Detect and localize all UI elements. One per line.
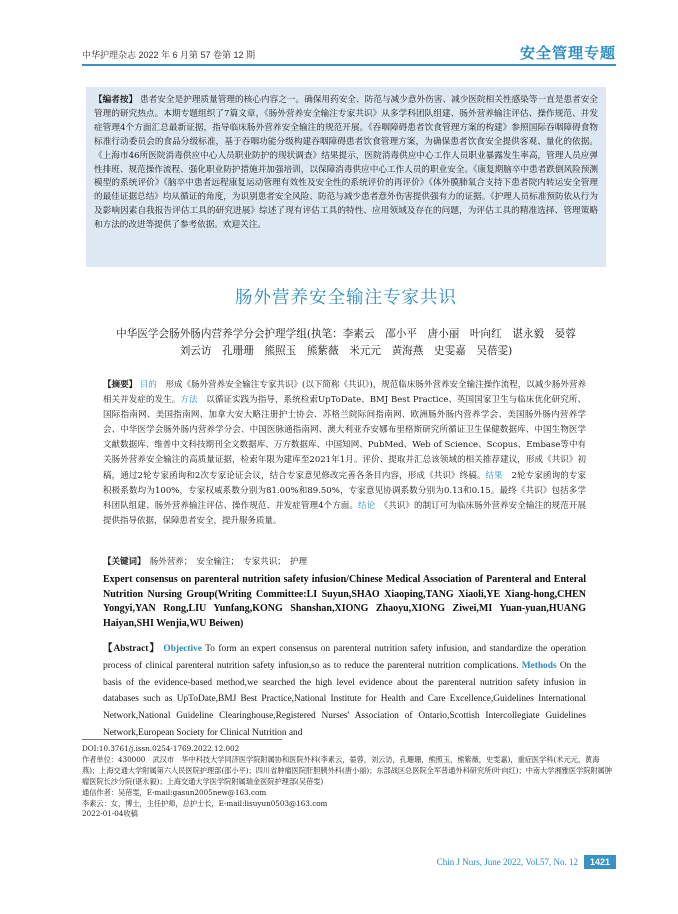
methods-label: 方法 xyxy=(180,395,198,406)
author-line: 刘云访 孔珊珊 熊照玉 熊紫薇 米元元 黄海燕 史雯嘉 吴蓓雯) xyxy=(179,345,513,357)
conclusion-label: 结论 xyxy=(358,500,376,511)
corresponding-author: 通信作者：吴蓓雯，E-mail:gasun2005new@163.com xyxy=(82,787,267,797)
keywords xyxy=(103,555,586,567)
article-title: 肠外营养安全输注专家共识 xyxy=(235,288,457,308)
keywords-label: 【关键词】 xyxy=(103,557,142,567)
first-author-info: 李素云：女，博士，主任护师，总护士长，E-mail:lisuyun0503@163.com xyxy=(82,798,328,808)
english-methods-text: On the basis of the evidence-based method,we searched the high level evidence about the parenteral nutrition safety infusion in databases such as UpToDate,BMJ Best Practice,National Institute for Health and Care Excellence,Guidelines International Network,National Guideline Clearinghouse,Registered Nurses' Association of Ontario,Scottish Intercollegiate Guidelines Network,European Society for Clinical Nutrition and xyxy=(103,660,587,738)
editor-note-box xyxy=(86,87,606,267)
footnotes xyxy=(82,744,616,820)
journal-info: 中华护理杂志 2022 年 6 月第 57 卷第 12 期 xyxy=(82,50,256,60)
abstract-label: 【摘要】 xyxy=(103,380,138,390)
english-title: Expert consensus on parenteral nutrition safety infusion/Chinese Medical Association of Parenteral and Enteral Nutrition Nursing Group(Writing Committee:LI Suyun,SHAO Xiaoping,TANG Xiaoli,YE Xiang-hong,CHEN Yongyi,YAN Rong,LIU Yunfang,KONG Shanshan,XIONG Zhaoyu,XIONG Ziwei,MI Yuan-yuan,HUANG Haiyan,SHI Wenjia,WU Beiwen) xyxy=(103,574,586,629)
methods-text: 以循证实践为指导，系统检索UpToDate、BMJ Best Practice、英国国家卫生与临床优化研究所、国际指南网、美国指南网、加拿大安大略注册护士协会、苏格兰院际间指南网、欧洲肠外肠内营养学会、美国肠外肠内营养学会、中华医学会肠外肠内营养学分会、中国医脉通指南网、澳大利亚乔安娜布里格斯研究所循证卫生保健数据库、中国生物医学文献数据库、维普中文科技期刊全文数据库、万方数据库、中国知网、PubMed、Web of Science、Scopus、Embase等中有关肠外营养安全输注的高质量证据，检索年限为建库至2021年1月。评价、提取并汇总该领域的相关推荐建议，形成《共识》初稿，通过2轮专家函询和2次专家论证会议，结合专家意见修改完善各条目内容，形成《共识》终稿。 xyxy=(103,395,586,481)
received-date: 2022-01-04收稿 xyxy=(82,809,138,819)
editor-note-text: 患者安全是护理质量管理的核心内容之一。确保用药安全、防范与减少意外伤害、减少医院相关性感染等一直是患者安全管理的研究热点。本期专题组织了7篇文章，《肠外营养安全输注专家共识》从多学科团队组建、肠外营养输注评估、操作规范、并发症管理4个方面汇总最新证据，指导临床肠外营养安全输注的规范开展。《吞咽障碍患者饮食管理方案的构建》参照国际吞咽障碍食物标准行动委员会的食品分级标准，基于吞咽功能分级构建吞咽障碍患者饮食管理方案，为确保患者饮食安全提供客观、量化的依据。《上海市46所医院消毒供应中心人员职业防护的现状调查》结果提示，医院消毒供应中心工作人员职业暴露发生率高，管理人员应弹性排班、规范操作流程、强化职业防护措施并加强培训，以保障消毒供应中心工作人员的职业安全。《康复期脑卒中患者跌倒风险预测模型的系统评价》《脑卒中患者远程康复运动管理有效性及安全性的系统评价的再评价》《体外膜肺氧合支持下患者院内转运安全管理的最佳证据总结》均从循证的角度，为识别患者安全风险、防范与减少患者意外伤害提供强有力的证据。《护理人员标准预防依从行为及影响因素自我报告评估工具的研究进展》综述了现有评估工具的特性、应用领域及存在的问题，为评估工具的精准选择、管理策略和方法的改进等提供了参考依据。欢迎关注。 xyxy=(94,95,598,231)
author-units: 作者单位：430000 武汉市 华中科技大学同济医学院附属协和医院外科(李素云，晏蓉，刘云访，孔珊珊，熊照玉，熊紫薇，史雯嘉)，重症医学科(米元元，黄海燕)；上海交通大学附属第六人民医院护理部(邵小平)；四川省肿瘤医院肝胆胰外科(唐小丽)；东部战区总医院全军普通外科研究所(叶向红)；中南大学湘雅医学院附属肿瘤医院长沙分院(谌永毅)；上海交通大学医学院附属瑞金医院护理部(吴蓓雯) xyxy=(82,754,612,786)
editor-note-label: 【编者按】 xyxy=(94,95,138,105)
footnote-divider xyxy=(82,739,282,740)
author-list xyxy=(86,326,606,360)
page-footer xyxy=(437,855,616,869)
results-label: 结果 xyxy=(485,470,503,481)
english-objective-label: Objective xyxy=(163,644,202,654)
chinese-abstract xyxy=(103,378,586,529)
section-title: 安全管理专题 xyxy=(519,45,616,62)
english-abstract-label: 【Abstract】 xyxy=(103,644,160,654)
english-methods-label: Methods xyxy=(521,660,557,671)
author-line: 中华医学会肠外肠内营养学分会护理学组(执笔：李素云 邵小平 唐小丽 叶向红 谌永毅 晏蓉 xyxy=(116,328,576,340)
page-number: 1421 xyxy=(584,855,616,869)
conclusion-text: 《共识》的制订可为临床肠外营养安全输注的规范开展提供指导依据，保障患者安全，提升服务质量。 xyxy=(103,500,586,526)
objective-label: 目的 xyxy=(139,380,157,390)
english-abstract xyxy=(103,641,586,742)
keywords-text: 肠外营养； 安全输注； 专家共识； 护理 xyxy=(141,557,308,567)
running-header xyxy=(82,42,616,66)
footer-citation: Chin J Nurs, June 2022, Vol.57, No. 12 xyxy=(436,857,578,867)
english-objective-text: To form an expert consensus on parenteral nutrition safety infusion, and standardize the operation process of clinical parenteral nutrition safety infusion,so as to reduce the parenteral nutrition complications. xyxy=(103,644,586,671)
results-text: 2轮专家函询的专家积极系数均为100%，专家权威系数分别为81.00%和89.50%，专家意见协调系数分别为0.13和0.15。最终《共识》包括多学科团队组建、肠外营养输注评估、操作规范、并发症管理4个方面。 xyxy=(103,470,586,511)
objective-text: 形成《肠外营养安全输注专家共识》(以下简称《共识》)，规范临床肠外营养安全输注操作流程，以减少肠外营养相关并发症的发生。 xyxy=(103,380,586,406)
doi: DOI:10.3761/j.issn.0254-1769.2022.12.002 xyxy=(82,744,240,753)
